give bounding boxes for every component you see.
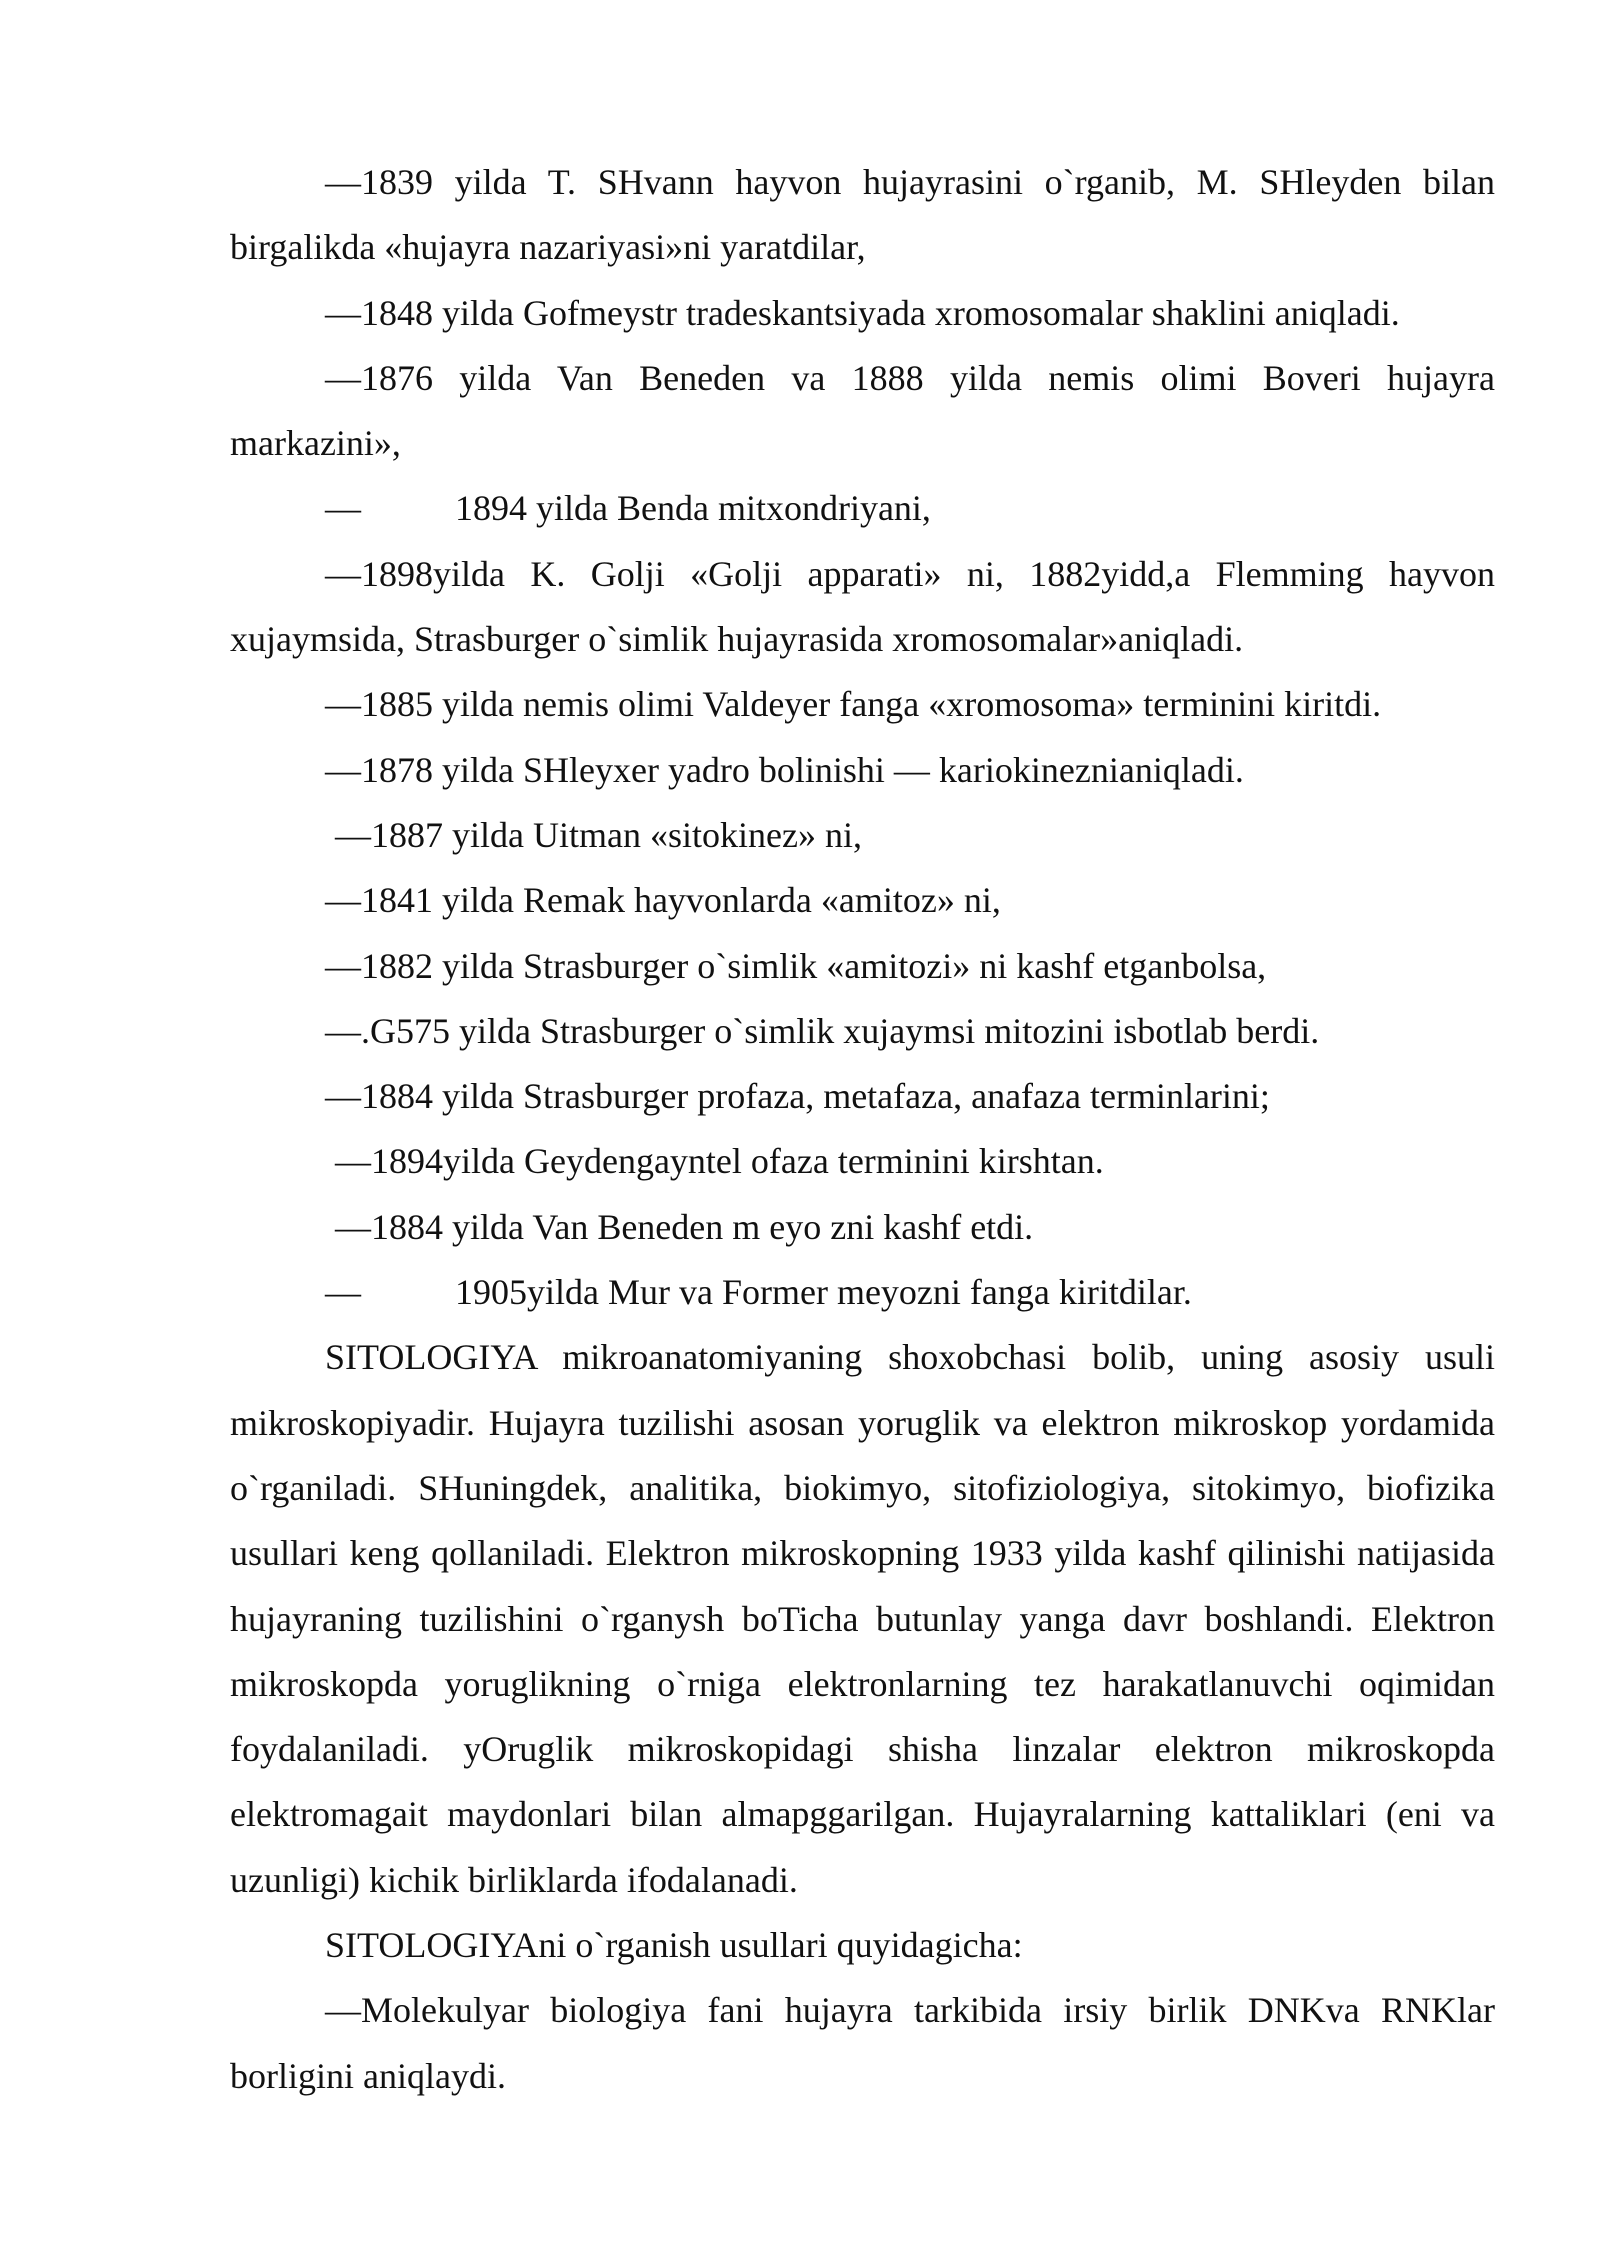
paragraph-1839: —1839 yilda T. SHvann hayvon hujayrasini o`rganib, M. SHleyden bilan birgalikda «hujayra nazariyasi»ni yaratdilar, bbox=[230, 162, 1495, 268]
paragraph-1894-benda-text: 1894 yilda Benda mitxondriyani, bbox=[455, 488, 931, 529]
paragraph-1894-benda bbox=[230, 476, 1495, 541]
paragraph-sitologiya-usullari: SITOLOGIYAni o`rganish usullari quyidagicha: bbox=[325, 1925, 1023, 1966]
dash-mark: — bbox=[325, 488, 361, 529]
paragraph-1887: —1887 yilda Uitman «sitokinez» ni, bbox=[335, 814, 862, 855]
paragraph-1884-van-beneden: —1884 yilda Van Beneden m eyo zni kashf etdi. bbox=[335, 1206, 1034, 1247]
paragraph-1878: —1878 yilda SHleyxer yadro bolinishi — kariokineznianiqladi. bbox=[325, 749, 1244, 790]
paragraph-sitologiya: SITOLOGIYA mikroanatomiyaning shoxobchasi bolib, uning asosiy usuli mikroskopiyadir. Hujayra tuzilishi asosan yoruglik va elektron mikroskop yordamida o`rganiladi. SHuningdek, analitika, biokimyo, sitofiziologiya, sitokimyo, biofizika usullari keng qollaniladi. Elektron mikroskopning 1933 yilda kashf qilinishi natijasida hujayraning tuzilishini o`rganysh boTicha butunlay yanga davr boshlandi. Elektron mikroskopda yoruglikning o`rniga elektronlarning tez harakatlanuvchi oqimidan foydalaniladi. yOruglik mikroskopidagi shisha linzalar elektron mikroskopda elektromagait maydonlari bilan almapggarilgan. Hujayralarning kattaliklari (eni va uzunligi) kichik birliklarda ifodalanadi. bbox=[230, 1337, 1495, 1900]
paragraph-1905 bbox=[230, 1260, 1495, 1325]
paragraph-1884-strasburger: —1884 yilda Strasburger profaza, metafaza, anafaza terminlarini; bbox=[325, 1076, 1270, 1117]
dash-mark: — bbox=[325, 1272, 361, 1313]
paragraph-1848: —1848 yilda Gofmeystr tradeskantsiyada xromosomalar shaklini aniqladi. bbox=[325, 292, 1400, 333]
paragraph-1876: —1876 yilda Van Beneden va 1888 yilda nemis olimi Boveri hujayra markazini», bbox=[230, 357, 1495, 464]
paragraph-g575: —.G575 yilda Strasburger o`simlik xujaymsi mitozini isbotlab berdi. bbox=[325, 1010, 1320, 1051]
paragraph-1885: —1885 yilda nemis olimi Valdeyer fanga «xromosoma» terminini kiritdi. bbox=[325, 684, 1382, 725]
paragraph-1894-geydengayntel: —1894yilda Geydengayntel ofaza terminini kirshtan. bbox=[335, 1141, 1104, 1182]
paragraph-molekulyar: —Molekulyar biologiya fani hujayra tarkibida irsiy birlik DNKva RNKlar borligini aniqlaydi. bbox=[230, 1990, 1495, 2096]
paragraph-1841: —1841 yilda Remak hayvonlarda «amitoz» ni, bbox=[325, 880, 1001, 921]
paragraph-1882: —1882 yilda Strasburger o`simlik «amitozi» ni kashf etganbolsa, bbox=[325, 945, 1267, 986]
paragraph-1905-text: 1905yilda Mur va Former meyozni fanga kiritdilar. bbox=[455, 1272, 1192, 1313]
paragraph-1898: —1898yilda K. Golji «Golji apparati» ni, 1882yidd,a Flemming hayvon xujaymsida, Strasburger o`simlik hujayrasida xromosomalar»aniqladi. bbox=[230, 553, 1495, 660]
document-page bbox=[230, 150, 1495, 2109]
